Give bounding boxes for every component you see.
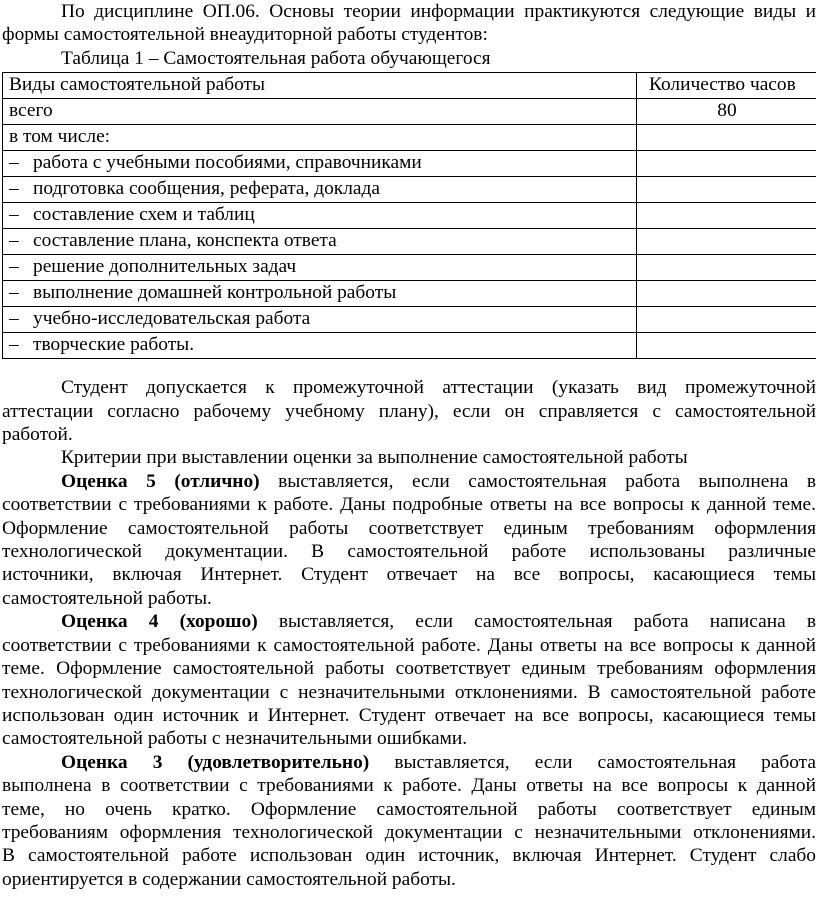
- grade3-line-1: [2, 751, 816, 774]
- dash-mark: –: [9, 282, 19, 304]
- table-row: [3, 255, 816, 281]
- grade4-last-line: самостоятельной работы с незначительными ошибками.: [2, 728, 468, 750]
- work-item: выполнение домашней контрольной работы: [33, 282, 397, 304]
- work-item: подготовка сообщения, реферата, доклада: [33, 178, 380, 200]
- work-item: учебно-исследовательская работа: [33, 308, 311, 330]
- intro-line-1: По дисциплине ОП.06. Основы теории информации практикуются следующие виды и: [61, 1, 816, 22]
- grade4-title: Оценка 4 (хорошо): [61, 611, 258, 633]
- hours-cell: [637, 281, 816, 307]
- work-item: творческие работы.: [33, 334, 195, 356]
- including-label: в том числе:: [3, 125, 637, 151]
- dash-mark: –: [9, 152, 19, 174]
- hours-cell: [637, 151, 816, 177]
- grade4-line-1: [2, 610, 816, 633]
- table-row: [3, 177, 816, 203]
- grade3-line: требованиям оформления технологической документации с незначительными отклонениями.: [2, 821, 816, 843]
- grade4-line: технологической документации с незначительными отклонениями. В самостоятельной работе: [2, 681, 816, 703]
- grade5-line: соответствии с требованиями к работе. Даны подробные ответы на все вопросы к данной теме.: [2, 494, 816, 516]
- grade3-line: выполнена в соответствии с требованиями к работе. Даны ответы на все вопросы к данной: [2, 775, 816, 797]
- table-row-including: [3, 125, 816, 151]
- self-study-table: [2, 72, 816, 359]
- work-item: составление схем и таблиц: [33, 204, 255, 226]
- dash-mark: –: [9, 204, 19, 226]
- grade5-line: источники, включая Интернет. Студент отвечает на все вопросы, касающиеся темы: [2, 564, 816, 586]
- attestation-line-3: работой.: [2, 424, 73, 446]
- grade5-line: Оформление самостоятельной работы соответствует единым требованиям оформления: [2, 517, 816, 539]
- table-row: [3, 151, 816, 177]
- total-hours: 80: [637, 99, 816, 125]
- criteria-heading: Критерии при выставлении оценки за выполнение самостоятельной работы: [61, 447, 688, 469]
- dash-mark: –: [9, 256, 19, 278]
- header-hours: Количество часов: [637, 73, 816, 99]
- dash-mark: –: [9, 308, 19, 330]
- grade5-title: Оценка 5 (отлично): [61, 470, 260, 492]
- grade4-line: теме. Оформление самостоятельной работы соответствует единым требованиям оформления: [2, 658, 816, 680]
- hours-cell: [637, 177, 816, 203]
- hours-cell: [637, 229, 816, 255]
- dash-mark: –: [9, 178, 19, 200]
- grade4-line: соответствии с требованиями к самостоятельной работе. Даны ответы на все вопросы к данной: [2, 634, 816, 656]
- hours-cell: [637, 125, 816, 151]
- dash-mark: –: [9, 334, 19, 356]
- attestation-line-2: аттестации согласно рабочему учебному плану), если он справляется с самостоятельной: [2, 400, 816, 422]
- attestation-line-1: Студент допускается к промежуточной аттестации (указать вид промежуточной: [61, 377, 816, 399]
- grade5-line-1: [2, 470, 816, 493]
- table-row-total: [3, 99, 816, 125]
- header-work-types: Виды самостоятельной работы: [3, 73, 637, 99]
- table-header-row: [3, 73, 816, 99]
- hours-cell: [637, 203, 816, 229]
- grade5-last-line: самостоятельной работы.: [2, 587, 212, 609]
- work-item: работа с учебными пособиями, справочниками: [33, 152, 422, 174]
- grade5-line: технологической документации. В самостоятельной работе использованы различные: [2, 541, 816, 563]
- grade4-line: использован один источник и Интернет. Студент отвечает на все вопросы, касающиеся темы: [2, 704, 816, 726]
- table-row: [3, 229, 816, 255]
- hours-cell: [637, 307, 816, 333]
- grade5-intro: выставляется, если самостоятельная работа выполнена в: [259, 470, 816, 492]
- intro-line-2: формы самостоятельной внеаудиторной работы студентов:: [2, 24, 488, 46]
- grade3-title: Оценка 3 (удовлетворительно): [61, 751, 370, 773]
- dash-mark: –: [9, 230, 19, 252]
- grade3-intro: выставляется, если самостоятельная работа: [369, 751, 816, 773]
- grade3-line: теме, но очень кратко. Оформление самостоятельной работы соответствует единым: [2, 798, 816, 820]
- table-row: [3, 333, 816, 359]
- table-caption: Таблица 1 – Самостоятельная работа обучающегося: [61, 47, 491, 69]
- work-item: решение дополнительных задач: [33, 256, 297, 278]
- hours-cell: [637, 255, 816, 281]
- total-label: всего: [3, 99, 637, 125]
- table-row: [3, 281, 816, 307]
- paragraph-spacer: [2, 359, 816, 376]
- hours-cell: [637, 333, 816, 359]
- table-row: [3, 203, 816, 229]
- grade4-intro: выставляется, если самостоятельная работа написана в: [257, 611, 816, 633]
- grade3-last-line: ориентируется в содержании самостоятельной работы.: [2, 868, 456, 890]
- table-row: [3, 307, 816, 333]
- work-item: составление плана, конспекта ответа: [33, 230, 337, 252]
- grade3-line: В самостоятельной работе использован один источник, включая Интернет. Студент слабо: [2, 845, 816, 867]
